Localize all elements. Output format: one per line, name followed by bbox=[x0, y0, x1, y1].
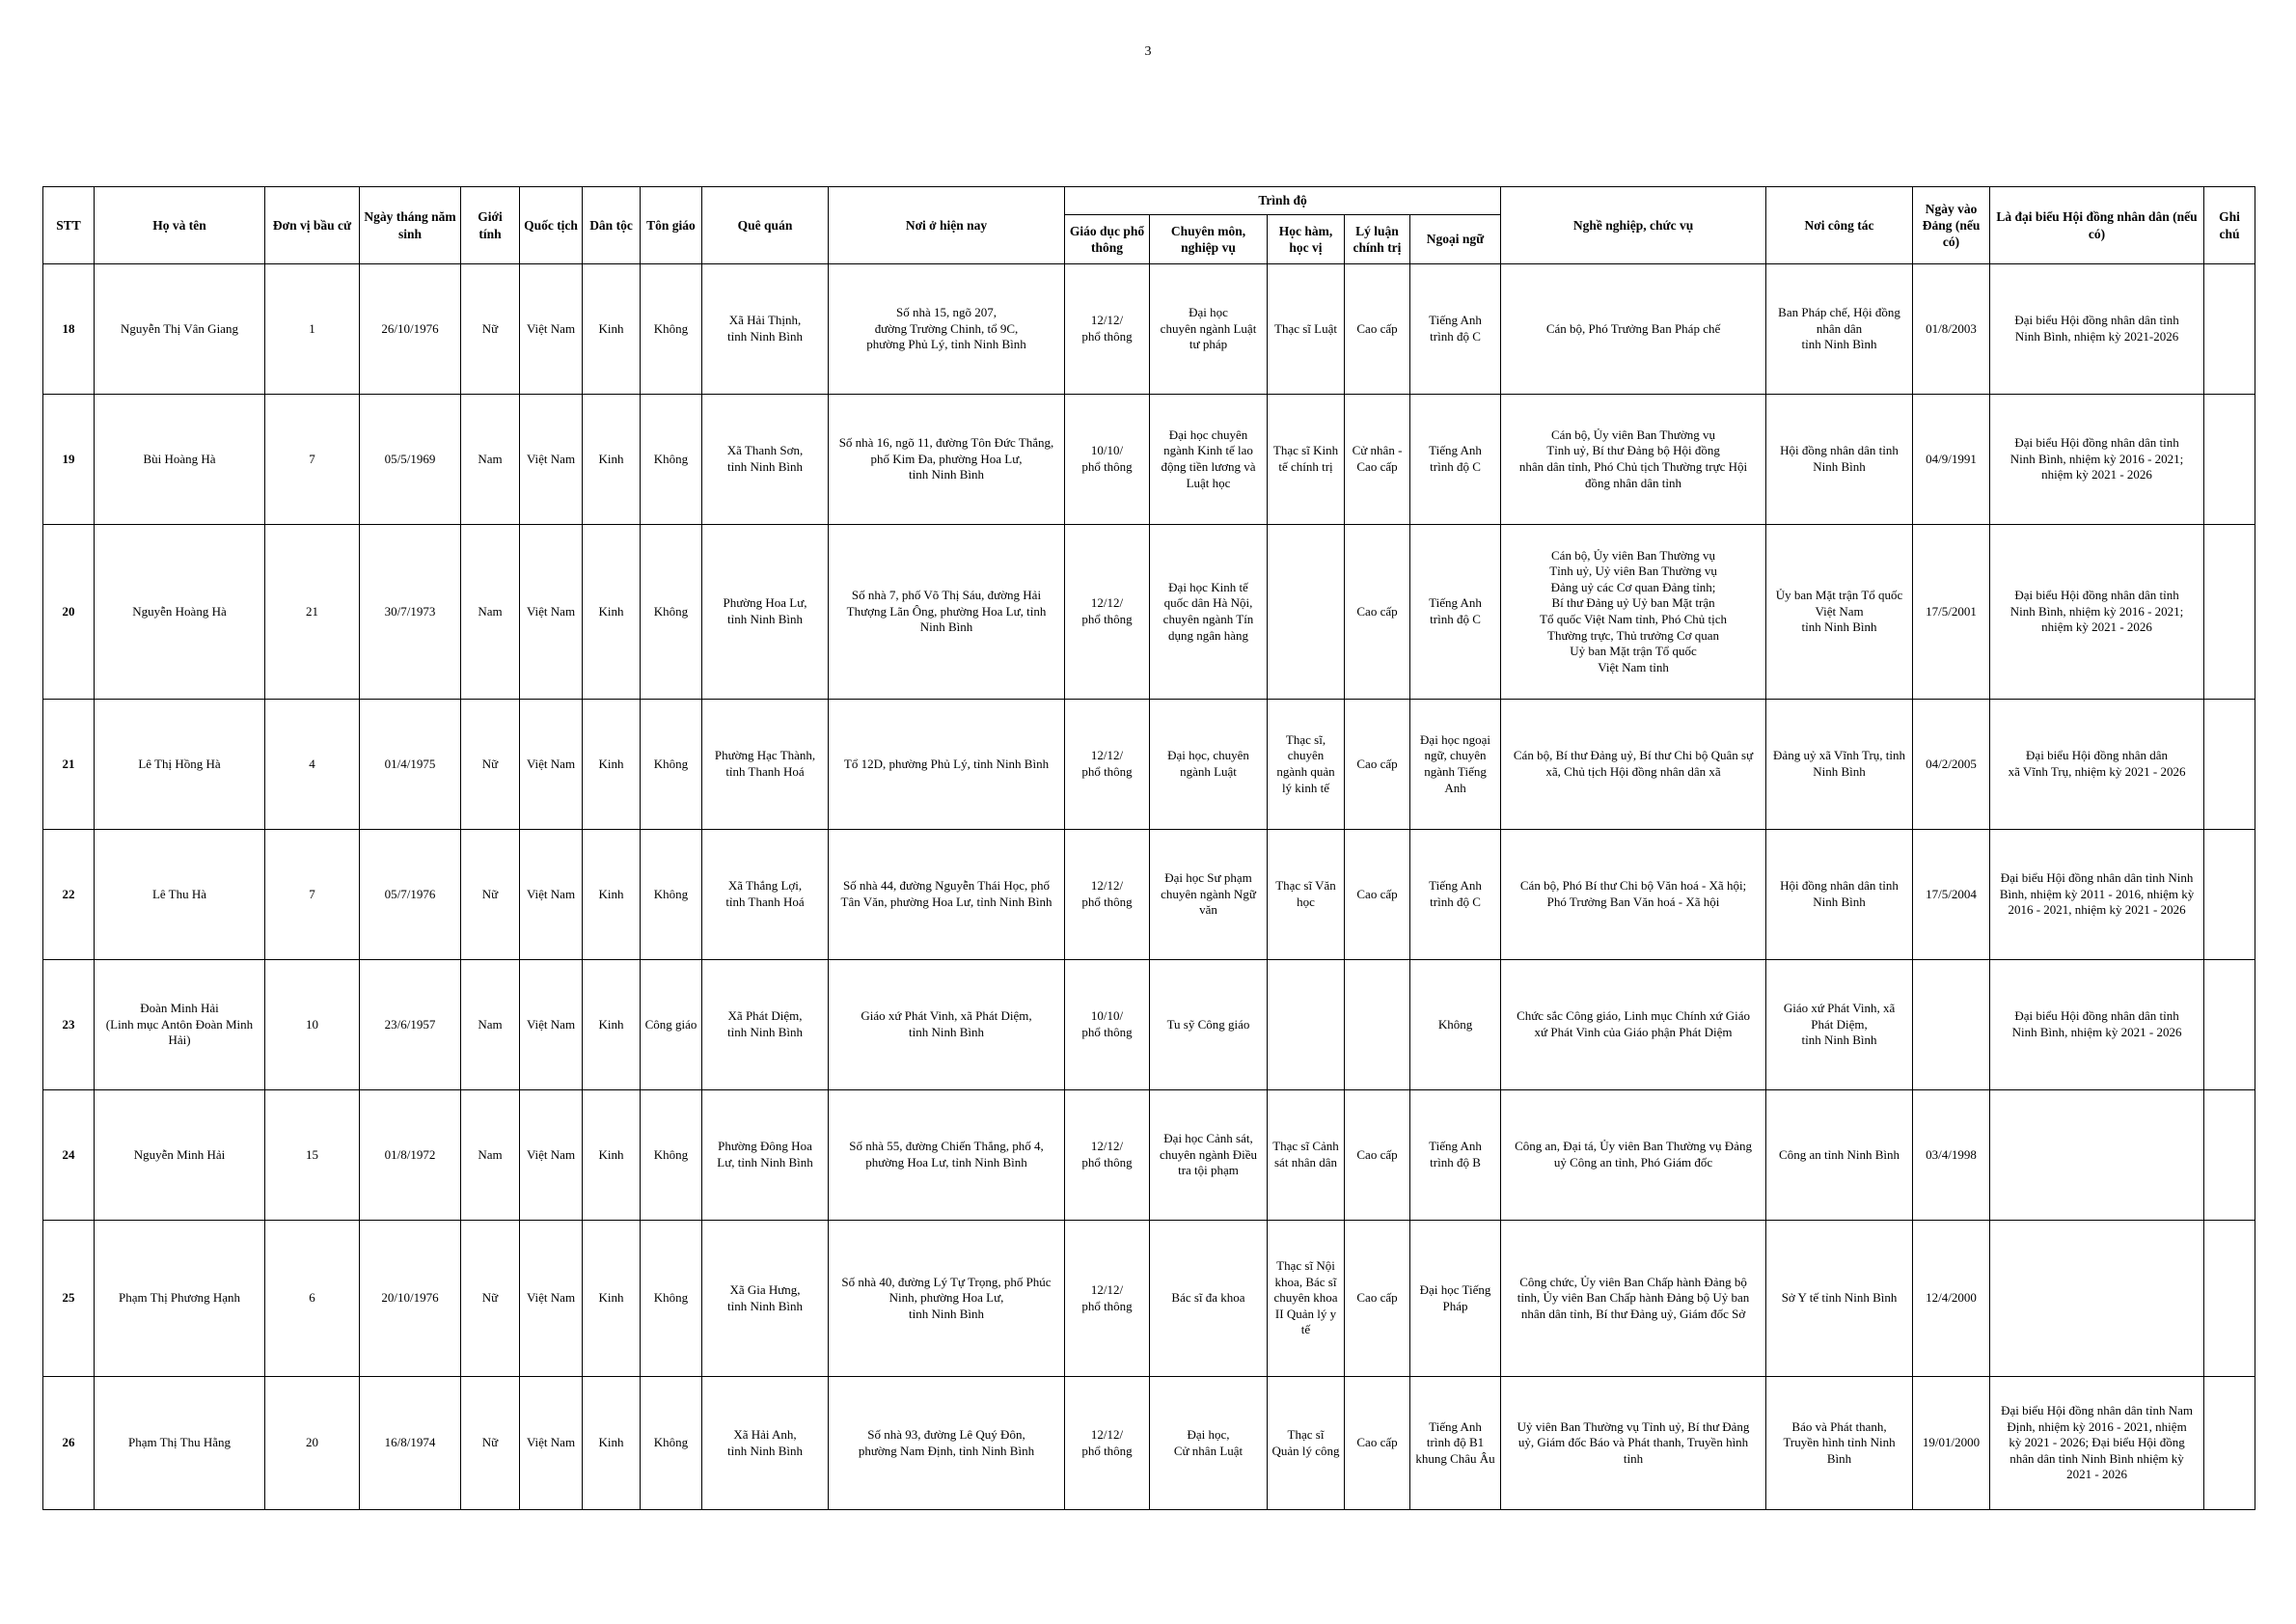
cell-note bbox=[2204, 395, 2255, 525]
cell-language: Tiếng Anh trình độ B bbox=[1410, 1090, 1501, 1221]
cell-ethnicity: Kinh bbox=[583, 264, 641, 395]
header-nationality: Quốc tịch bbox=[520, 187, 583, 264]
header-gender: Giới tính bbox=[461, 187, 520, 264]
cell-workplace: Giáo xứ Phát Vinh, xã Phát Diệm, tỉnh Ninh Bình bbox=[1766, 960, 1913, 1090]
cell-professional: Đại học chuyên ngành Luật tư pháp bbox=[1150, 264, 1268, 395]
cell-degree: Thạc sĩ Nội khoa, Bác sĩ chuyên khoa II Quản lý y tế bbox=[1268, 1221, 1345, 1377]
header-name: Họ và tên bbox=[95, 187, 265, 264]
cell-district: 7 bbox=[265, 395, 360, 525]
cell-general-edu: 12/12/ phổ thông bbox=[1065, 1377, 1150, 1510]
cell-degree: Thạc sĩ Luật bbox=[1268, 264, 1345, 395]
cell-delegate: Đại biểu Hội đồng nhân dân tỉnh Ninh Bình, nhiệm kỳ 2016 - 2021; nhiệm kỳ 2021 - 2026 bbox=[1990, 525, 2204, 700]
cell-district: 6 bbox=[265, 1221, 360, 1377]
cell-occupation: Cán bộ, Ủy viên Ban Thường vụ Tỉnh uỷ, Bí thư Đảng bộ Hội đồng nhân dân tỉnh, Phó Chủ tịch Thường trực Hội đồng nhân dân tỉnh bbox=[1501, 395, 1766, 525]
cell-name: Nguyễn Hoàng Hà bbox=[95, 525, 265, 700]
cell-dob: 05/7/1976 bbox=[360, 830, 461, 960]
cell-note bbox=[2204, 264, 2255, 395]
table-row bbox=[43, 395, 2255, 525]
cell-language: Tiếng Anh trình độ C bbox=[1410, 830, 1501, 960]
cell-delegate: Đại biểu Hội đồng nhân dân tỉnh Nam Định, nhiệm kỳ 2016 - 2021, nhiệm kỳ 2021 - 2026; Đại biểu Hội đồng nhân dân tỉnh Ninh Bình nhiệm kỳ 2021 - 2026 bbox=[1990, 1377, 2204, 1510]
cell-residence: Số nhà 7, phố Võ Thị Sáu, đường Hải Thượng Lãn Ông, phường Hoa Lư, tỉnh Ninh Bình bbox=[829, 525, 1065, 700]
cell-stt: 26 bbox=[43, 1377, 95, 1510]
cell-nationality: Việt Nam bbox=[520, 525, 583, 700]
header-degree: Học hàm, học vị bbox=[1268, 215, 1345, 264]
cell-language: Tiếng Anh trình độ C bbox=[1410, 264, 1501, 395]
cell-religion: Không bbox=[641, 700, 702, 830]
cell-dob: 30/7/1973 bbox=[360, 525, 461, 700]
table-row bbox=[43, 700, 2255, 830]
cell-occupation: Cán bộ, Phó Trưởng Ban Pháp chế bbox=[1501, 264, 1766, 395]
cell-occupation: Chức sắc Công giáo, Linh mục Chính xứ Giáo xứ Phát Vinh của Giáo phận Phát Diệm bbox=[1501, 960, 1766, 1090]
cell-party-date: 04/2/2005 bbox=[1913, 700, 1990, 830]
cell-note bbox=[2204, 700, 2255, 830]
cell-nationality: Việt Nam bbox=[520, 1221, 583, 1377]
header-row-top bbox=[43, 187, 2255, 215]
cell-residence: Số nhà 15, ngõ 207, đường Trường Chinh, tổ 9C, phường Phủ Lý, tỉnh Ninh Bình bbox=[829, 264, 1065, 395]
header-district: Đơn vị bầu cử bbox=[265, 187, 360, 264]
cell-religion: Không bbox=[641, 1377, 702, 1510]
cell-ethnicity: Kinh bbox=[583, 960, 641, 1090]
cell-ethnicity: Kinh bbox=[583, 1377, 641, 1510]
cell-note bbox=[2204, 830, 2255, 960]
cell-name: Lê Thu Hà bbox=[95, 830, 265, 960]
cell-professional: Đại học Cảnh sát, chuyên ngành Điều tra tội phạm bbox=[1150, 1090, 1268, 1221]
cell-nationality: Việt Nam bbox=[520, 1377, 583, 1510]
header-stt: STT bbox=[43, 187, 95, 264]
cell-note bbox=[2204, 960, 2255, 1090]
cell-name: Đoàn Minh Hải (Linh mục Antôn Đoàn Minh Hải) bbox=[95, 960, 265, 1090]
header-religion: Tôn giáo bbox=[641, 187, 702, 264]
cell-religion: Không bbox=[641, 830, 702, 960]
cell-workplace: Báo và Phát thanh, Truyền hình tỉnh Ninh Bình bbox=[1766, 1377, 1913, 1510]
cell-district: 21 bbox=[265, 525, 360, 700]
cell-hometown: Xã Hải Anh, tỉnh Ninh Bình bbox=[702, 1377, 829, 1510]
cell-hometown: Phường Đông Hoa Lư, tỉnh Ninh Bình bbox=[702, 1090, 829, 1221]
cell-residence: Số nhà 40, đường Lý Tự Trọng, phố Phúc Ninh, phường Hoa Lư, tỉnh Ninh Bình bbox=[829, 1221, 1065, 1377]
cell-party-date: 17/5/2004 bbox=[1913, 830, 1990, 960]
cell-general-edu: 12/12/ phổ thông bbox=[1065, 1221, 1150, 1377]
cell-dob: 01/8/1972 bbox=[360, 1090, 461, 1221]
cell-residence: Số nhà 16, ngõ 11, đường Tôn Đức Thắng, phố Kim Đa, phường Hoa Lư, tỉnh Ninh Bình bbox=[829, 395, 1065, 525]
cell-name: Bùi Hoàng Hà bbox=[95, 395, 265, 525]
cell-language: Tiếng Anh trình độ B1 khung Châu Âu bbox=[1410, 1377, 1501, 1510]
header-general-edu: Giáo dục phổ thông bbox=[1065, 215, 1150, 264]
cell-professional: Đại học Sư phạm chuyên ngành Ngữ văn bbox=[1150, 830, 1268, 960]
table-row bbox=[43, 830, 2255, 960]
cell-ethnicity: Kinh bbox=[583, 1221, 641, 1377]
cell-ethnicity: Kinh bbox=[583, 1090, 641, 1221]
cell-language: Tiếng Anh trình độ C bbox=[1410, 525, 1501, 700]
header-residence: Nơi ở hiện nay bbox=[829, 187, 1065, 264]
cell-degree: Thạc sĩ Kinh tế chính trị bbox=[1268, 395, 1345, 525]
header-political: Lý luận chính trị bbox=[1345, 215, 1410, 264]
cell-hometown: Xã Thắng Lợi, tỉnh Thanh Hoá bbox=[702, 830, 829, 960]
cell-delegate: Đại biểu Hội đồng nhân dân tỉnh Ninh Bình, nhiệm kỳ 2016 - 2021; nhiệm kỳ 2021 - 2026 bbox=[1990, 395, 2204, 525]
cell-note bbox=[2204, 1090, 2255, 1221]
cell-workplace: Ủy ban Mặt trận Tổ quốc Việt Nam tỉnh Ninh Bình bbox=[1766, 525, 1913, 700]
cell-ethnicity: Kinh bbox=[583, 525, 641, 700]
cell-residence: Số nhà 93, đường Lê Quý Đôn, phường Nam Định, tỉnh Ninh Bình bbox=[829, 1377, 1065, 1510]
cell-dob: 01/4/1975 bbox=[360, 700, 461, 830]
cell-gender: Nam bbox=[461, 960, 520, 1090]
cell-degree: Thạc sĩ Cảnh sát nhân dân bbox=[1268, 1090, 1345, 1221]
cell-gender: Nam bbox=[461, 1090, 520, 1221]
cell-district: 20 bbox=[265, 1377, 360, 1510]
header-note: Ghi chú bbox=[2204, 187, 2255, 264]
cell-note bbox=[2204, 525, 2255, 700]
cell-name: Lê Thị Hồng Hà bbox=[95, 700, 265, 830]
cell-hometown: Xã Thanh Sơn, tỉnh Ninh Bình bbox=[702, 395, 829, 525]
cell-general-edu: 12/12/ phổ thông bbox=[1065, 830, 1150, 960]
cell-general-edu: 12/12/ phổ thông bbox=[1065, 264, 1150, 395]
cell-workplace: Ban Pháp chế, Hội đồng nhân dân tỉnh Ninh Bình bbox=[1766, 264, 1913, 395]
cell-name: Nguyễn Minh Hải bbox=[95, 1090, 265, 1221]
cell-delegate: Đại biểu Hội đồng nhân dân tỉnh Ninh Bình, nhiệm kỳ 2021 - 2026 bbox=[1990, 960, 2204, 1090]
cell-ethnicity: Kinh bbox=[583, 700, 641, 830]
cell-language: Không bbox=[1410, 960, 1501, 1090]
header-hometown: Quê quán bbox=[702, 187, 829, 264]
cell-political: Cao cấp bbox=[1345, 264, 1410, 395]
cell-professional: Tu sỹ Công giáo bbox=[1150, 960, 1268, 1090]
table-row bbox=[43, 960, 2255, 1090]
cell-name: Phạm Thị Thu Hằng bbox=[95, 1377, 265, 1510]
cell-political: Cử nhân - Cao cấp bbox=[1345, 395, 1410, 525]
header-workplace: Nơi công tác bbox=[1766, 187, 1913, 264]
cell-district: 1 bbox=[265, 264, 360, 395]
cell-delegate bbox=[1990, 1090, 2204, 1221]
cell-hometown: Xã Hải Thịnh, tỉnh Ninh Bình bbox=[702, 264, 829, 395]
cell-party-date: 19/01/2000 bbox=[1913, 1377, 1990, 1510]
header-occupation: Nghề nghiệp, chức vụ bbox=[1501, 187, 1766, 264]
cell-language: Đại học ngoại ngữ, chuyên ngành Tiếng Anh bbox=[1410, 700, 1501, 830]
cell-dob: 26/10/1976 bbox=[360, 264, 461, 395]
cell-religion: Không bbox=[641, 264, 702, 395]
cell-political: Cao cấp bbox=[1345, 1221, 1410, 1377]
cell-professional: Đại học chuyên ngành Kinh tế lao động tiền lương và Luật học bbox=[1150, 395, 1268, 525]
cell-political bbox=[1345, 960, 1410, 1090]
table-row bbox=[43, 1377, 2255, 1510]
cell-language: Đại học Tiếng Pháp bbox=[1410, 1221, 1501, 1377]
cell-political: Cao cấp bbox=[1345, 700, 1410, 830]
cell-stt: 21 bbox=[43, 700, 95, 830]
cell-delegate: Đại biểu Hội đồng nhân dân xã Vĩnh Trụ, nhiệm kỳ 2021 - 2026 bbox=[1990, 700, 2204, 830]
cell-stt: 18 bbox=[43, 264, 95, 395]
cell-general-edu: 12/12/ phổ thông bbox=[1065, 1090, 1150, 1221]
cell-occupation: Công chức, Ủy viên Ban Chấp hành Đảng bộ tỉnh, Ủy viên Ban Chấp hành Đảng bộ Uỷ ban nhân dân tỉnh, Bí thư Đảng uỷ, Giám đốc Sở bbox=[1501, 1221, 1766, 1377]
cell-nationality: Việt Nam bbox=[520, 395, 583, 525]
header-party-date: Ngày vào Đảng (nếu có) bbox=[1913, 187, 1990, 264]
cell-hometown: Phường Hạc Thành, tỉnh Thanh Hoá bbox=[702, 700, 829, 830]
cell-religion: Công giáo bbox=[641, 960, 702, 1090]
cell-delegate: Đại biểu Hội đồng nhân dân tỉnh Ninh Bình, nhiệm kỳ 2011 - 2016, nhiệm kỳ 2016 - 2021, nhiệm kỳ 2021 - 2026 bbox=[1990, 830, 2204, 960]
cell-religion: Không bbox=[641, 1090, 702, 1221]
cell-party-date: 04/9/1991 bbox=[1913, 395, 1990, 525]
table-row bbox=[43, 1090, 2255, 1221]
cell-general-edu: 10/10/ phổ thông bbox=[1065, 960, 1150, 1090]
cell-gender: Nữ bbox=[461, 1221, 520, 1377]
cell-name: Phạm Thị Phương Hạnh bbox=[95, 1221, 265, 1377]
cell-name: Nguyễn Thị Vân Giang bbox=[95, 264, 265, 395]
cell-religion: Không bbox=[641, 525, 702, 700]
cell-delegate: Đại biểu Hội đồng nhân dân tỉnh Ninh Bình, nhiệm kỳ 2021-2026 bbox=[1990, 264, 2204, 395]
cell-note bbox=[2204, 1221, 2255, 1377]
cell-degree: Thạc sĩ Văn học bbox=[1268, 830, 1345, 960]
cell-stt: 25 bbox=[43, 1221, 95, 1377]
cell-political: Cao cấp bbox=[1345, 1377, 1410, 1510]
cell-hometown: Phường Hoa Lư, tỉnh Ninh Bình bbox=[702, 525, 829, 700]
cell-degree: Thạc sĩ Quản lý công bbox=[1268, 1377, 1345, 1510]
cell-occupation: Cán bộ, Phó Bí thư Chi bộ Văn hoá - Xã hội; Phó Trưởng Ban Văn hoá - Xã hội bbox=[1501, 830, 1766, 960]
cell-party-date: 01/8/2003 bbox=[1913, 264, 1990, 395]
cell-workplace: Sở Y tế tỉnh Ninh Bình bbox=[1766, 1221, 1913, 1377]
cell-nationality: Việt Nam bbox=[520, 264, 583, 395]
cell-hometown: Xã Gia Hưng, tỉnh Ninh Bình bbox=[702, 1221, 829, 1377]
cell-professional: Đại học Kinh tế quốc dân Hà Nội, chuyên ngành Tín dụng ngân hàng bbox=[1150, 525, 1268, 700]
cell-ethnicity: Kinh bbox=[583, 395, 641, 525]
cell-general-edu: 10/10/ phổ thông bbox=[1065, 395, 1150, 525]
cell-delegate bbox=[1990, 1221, 2204, 1377]
cell-residence: Số nhà 55, đường Chiến Thắng, phố 4, phường Hoa Lư, tỉnh Ninh Bình bbox=[829, 1090, 1065, 1221]
cell-degree bbox=[1268, 960, 1345, 1090]
cell-occupation: Công an, Đại tá, Ủy viên Ban Thường vụ Đảng uỷ Công an tỉnh, Phó Giám đốc bbox=[1501, 1090, 1766, 1221]
cell-ethnicity: Kinh bbox=[583, 830, 641, 960]
cell-district: 4 bbox=[265, 700, 360, 830]
cell-stt: 19 bbox=[43, 395, 95, 525]
cell-professional: Bác sĩ đa khoa bbox=[1150, 1221, 1268, 1377]
cell-district: 15 bbox=[265, 1090, 360, 1221]
cell-gender: Nam bbox=[461, 525, 520, 700]
cell-religion: Không bbox=[641, 1221, 702, 1377]
cell-stt: 24 bbox=[43, 1090, 95, 1221]
cell-dob: 05/5/1969 bbox=[360, 395, 461, 525]
cell-residence: Giáo xứ Phát Vinh, xã Phát Diệm, tỉnh Ninh Bình bbox=[829, 960, 1065, 1090]
cell-hometown: Xã Phát Diệm, tỉnh Ninh Bình bbox=[702, 960, 829, 1090]
cell-religion: Không bbox=[641, 395, 702, 525]
cell-gender: Nữ bbox=[461, 1377, 520, 1510]
cell-political: Cao cấp bbox=[1345, 1090, 1410, 1221]
cell-residence: Tổ 12D, phường Phủ Lý, tỉnh Ninh Bình bbox=[829, 700, 1065, 830]
cell-stt: 22 bbox=[43, 830, 95, 960]
cell-stt: 20 bbox=[43, 525, 95, 700]
cell-dob: 20/10/1976 bbox=[360, 1221, 461, 1377]
cell-dob: 16/8/1974 bbox=[360, 1377, 461, 1510]
cell-party-date: 17/5/2001 bbox=[1913, 525, 1990, 700]
cell-occupation: Uỷ viên Ban Thường vụ Tỉnh uỷ, Bí thư Đảng uỷ, Giám đốc Báo và Phát thanh, Truyền hình tỉnh bbox=[1501, 1377, 1766, 1510]
cell-party-date: 12/4/2000 bbox=[1913, 1221, 1990, 1377]
cell-nationality: Việt Nam bbox=[520, 1090, 583, 1221]
cell-party-date bbox=[1913, 960, 1990, 1090]
cell-gender: Nam bbox=[461, 395, 520, 525]
table-row bbox=[43, 264, 2255, 395]
header-dob: Ngày tháng năm sinh bbox=[360, 187, 461, 264]
cell-political: Cao cấp bbox=[1345, 525, 1410, 700]
table-body bbox=[43, 264, 2255, 1510]
cell-general-edu: 12/12/ phổ thông bbox=[1065, 525, 1150, 700]
cell-political: Cao cấp bbox=[1345, 830, 1410, 960]
cell-note bbox=[2204, 1377, 2255, 1510]
cell-occupation: Cán bộ, Ủy viên Ban Thường vụ Tỉnh uỷ, Uỷ viên Ban Thường vụ Đảng uỷ các Cơ quan Đảng tỉnh; Bí thư Đảng uỷ Uỷ ban Mặt trận Tổ quốc Việt Nam tỉnh, Phó Chủ tịch Thường trực, Thủ trưởng Cơ quan Uỷ ban Mặt trận Tổ quốc Việt Nam tỉnh bbox=[1501, 525, 1766, 700]
cell-party-date: 03/4/1998 bbox=[1913, 1090, 1990, 1221]
page-number: 3 bbox=[1144, 44, 1152, 59]
cell-district: 10 bbox=[265, 960, 360, 1090]
cell-workplace: Công an tỉnh Ninh Bình bbox=[1766, 1090, 1913, 1221]
cell-nationality: Việt Nam bbox=[520, 830, 583, 960]
cell-workplace: Hội đồng nhân dân tỉnh Ninh Bình bbox=[1766, 395, 1913, 525]
cell-residence: Số nhà 44, đường Nguyễn Thái Học, phố Tân Văn, phường Hoa Lư, tỉnh Ninh Bình bbox=[829, 830, 1065, 960]
header-delegate: Là đại biểu Hội đồng nhân dân (nếu có) bbox=[1990, 187, 2204, 264]
header-professional: Chuyên môn, nghiệp vụ bbox=[1150, 215, 1268, 264]
cell-district: 7 bbox=[265, 830, 360, 960]
cell-nationality: Việt Nam bbox=[520, 700, 583, 830]
cell-stt: 23 bbox=[43, 960, 95, 1090]
header-language: Ngoại ngữ bbox=[1410, 215, 1501, 264]
header-education-group: Trình độ bbox=[1065, 187, 1501, 215]
cell-gender: Nữ bbox=[461, 700, 520, 830]
cell-degree: Thạc sĩ, chuyên ngành quản lý kinh tế bbox=[1268, 700, 1345, 830]
cell-professional: Đại học, chuyên ngành Luật bbox=[1150, 700, 1268, 830]
cell-workplace: Đảng uỷ xã Vĩnh Trụ, tỉnh Ninh Bình bbox=[1766, 700, 1913, 830]
cell-general-edu: 12/12/ phổ thông bbox=[1065, 700, 1150, 830]
cell-gender: Nữ bbox=[461, 830, 520, 960]
cell-workplace: Hội đồng nhân dân tỉnh Ninh Bình bbox=[1766, 830, 1913, 960]
table-row bbox=[43, 1221, 2255, 1377]
cell-gender: Nữ bbox=[461, 264, 520, 395]
header-ethnicity: Dân tộc bbox=[583, 187, 641, 264]
cell-language: Tiếng Anh trình độ C bbox=[1410, 395, 1501, 525]
candidate-table bbox=[42, 186, 2255, 1510]
cell-dob: 23/6/1957 bbox=[360, 960, 461, 1090]
cell-occupation: Cán bộ, Bí thư Đảng uỷ, Bí thư Chi bộ Quân sự xã, Chủ tịch Hội đồng nhân dân xã bbox=[1501, 700, 1766, 830]
cell-degree bbox=[1268, 525, 1345, 700]
cell-nationality: Việt Nam bbox=[520, 960, 583, 1090]
table-row bbox=[43, 525, 2255, 700]
cell-professional: Đại học, Cử nhân Luật bbox=[1150, 1377, 1268, 1510]
